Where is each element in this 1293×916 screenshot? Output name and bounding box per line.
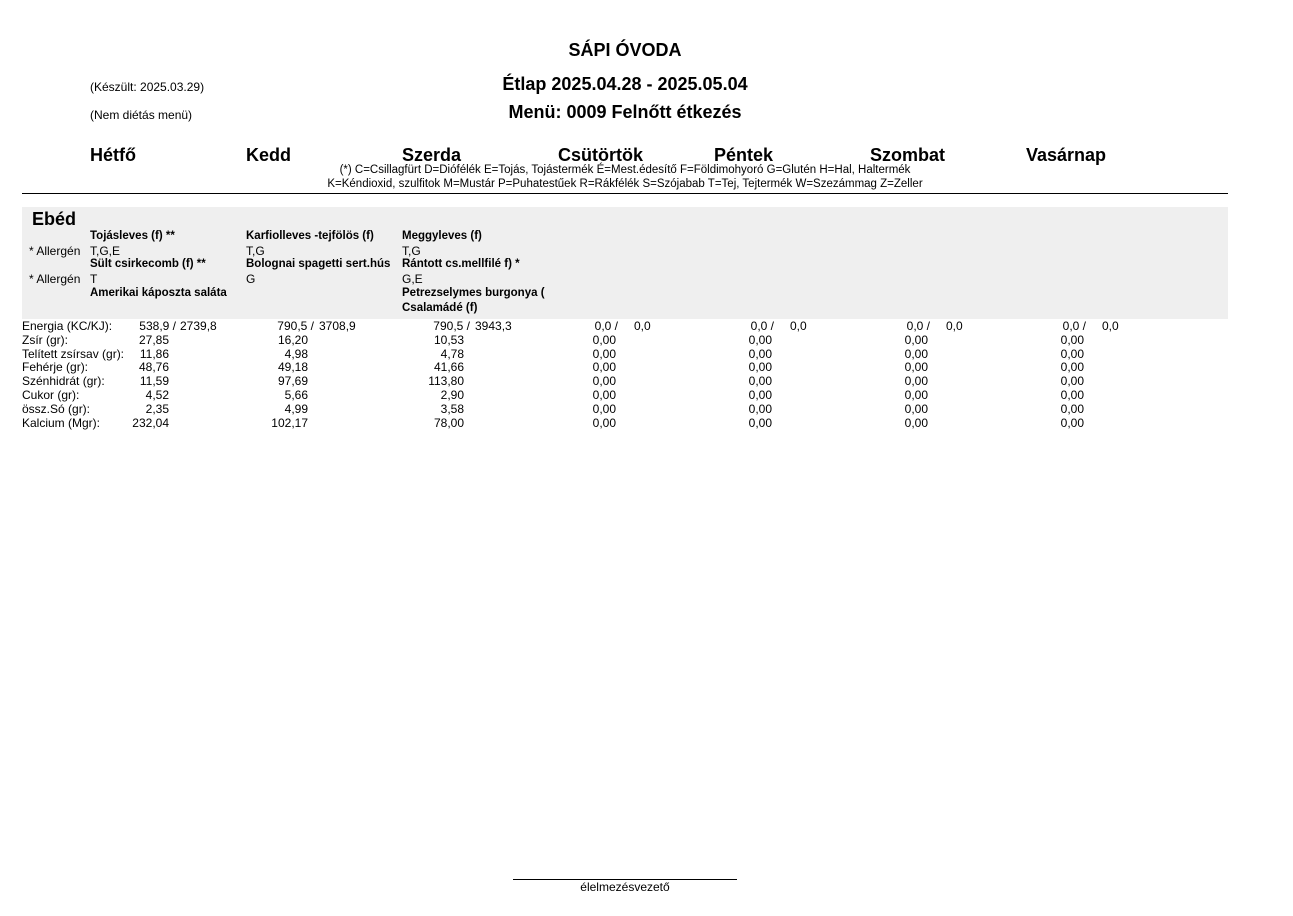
nutrition-protein-monday: 48,76	[138, 360, 169, 374]
energy-kc-monday: 538,9 /	[139, 319, 176, 333]
nutrition-carbohydrate-saturday: 0,00	[904, 374, 928, 388]
nutrition-fat-wednesday: 10,53	[433, 333, 464, 347]
nutrition-fat-thursday: 0,00	[592, 333, 616, 347]
nutrition-label-salt: össz.Só (gr):	[22, 402, 91, 416]
energy-kc-thursday: 0,0 /	[594, 319, 618, 333]
nutrition-sugar-thursday: 0,00	[592, 388, 616, 402]
nutrition-carbohydrate-sunday: 0,00	[1060, 374, 1084, 388]
nutrition-saturated-fat-monday: 11,86	[139, 347, 169, 361]
nutrition-saturated-fat-saturday: 0,00	[904, 347, 928, 361]
nutrition-salt-wednesday: 3,58	[440, 402, 464, 416]
nutrition-saturated-fat-friday: 0,00	[748, 347, 772, 361]
day-header-saturday: Szombat	[870, 145, 946, 165]
nutrition-fat-tuesday: 16,20	[277, 333, 308, 347]
signature-label: élelmezésvezető	[580, 880, 670, 894]
nutrition-fat-saturday: 0,00	[904, 333, 928, 347]
nutrition-protein-thursday: 0,00	[592, 360, 616, 374]
nutrition-carbohydrate-monday: 11,59	[139, 374, 169, 388]
allergen-label: * Allergén	[29, 272, 81, 286]
dish-allergens-wednesday-1: T,G	[402, 244, 421, 258]
nutrition-calcium-thursday: 0,00	[592, 416, 616, 430]
menu-period: Étlap 2025.04.28 - 2025.05.04	[502, 74, 748, 94]
energy-kc-friday: 0,0 /	[750, 319, 774, 333]
nutrition-protein-wednesday: 41,66	[433, 360, 464, 374]
nutrition-label-fat: Zsír (gr):	[22, 333, 68, 347]
nutrition-fat-friday: 0,00	[748, 333, 772, 347]
nutrition-salt-friday: 0,00	[748, 402, 772, 416]
menu-name: Menü: 0009 Felnőtt étkezés	[508, 102, 742, 122]
dish-soup-wednesday: Meggyleves (f)	[402, 230, 482, 242]
nutrition-carbohydrate-friday: 0,00	[748, 374, 772, 388]
nutrition-fat-sunday: 0,00	[1060, 333, 1084, 347]
dish-main-monday: Sült csirkecomb (f) **	[90, 258, 206, 270]
energy-kc-sunday: 0,0 /	[1062, 319, 1086, 333]
nutrition-label-calcium: Kalcium (Mgr):	[22, 416, 101, 430]
nutrition-fat-monday: 27,85	[138, 333, 169, 347]
nutrition-protein-sunday: 0,00	[1060, 360, 1084, 374]
allergen-legend-line2: K=Kéndioxid, szulfitok M=Mustár P=Puhatestűek R=Rákfélék S=Szójabab T=Tej, Tejtermék W=Szezámmag Z=Zeller	[327, 178, 923, 190]
nutrition-calcium-tuesday: 102,17	[271, 416, 308, 430]
energy-kc-wednesday: 790,5 /	[433, 319, 470, 333]
dish-allergens-tuesday-2: G	[246, 272, 256, 286]
dish-allergens-wednesday-2: G,E	[402, 272, 423, 286]
nutrition-label-energy: Energia (KC/KJ):	[22, 319, 113, 333]
energy-kj-saturday: 0,0	[946, 319, 963, 333]
nutrition-calcium-monday: 232,04	[132, 416, 169, 430]
day-header-wednesday: Szerda	[402, 145, 462, 165]
nutrition-salt-sunday: 0,00	[1060, 402, 1084, 416]
nutrition-calcium-friday: 0,00	[748, 416, 772, 430]
nutrition-calcium-saturday: 0,00	[904, 416, 928, 430]
allergen-legend-line1: (*) C=Csillagfürt D=Diófélék E=Tojás, Tojástermék É=Mest.édesítő F=Földimohyoró G=Glutén H=Hal, Haltermék	[339, 164, 911, 176]
dish-allergens-monday-1: T,G,E	[90, 244, 121, 258]
nutrition-saturated-fat-wednesday: 4,78	[440, 347, 464, 361]
energy-kj-friday: 0,0	[790, 319, 807, 333]
nutrition-salt-tuesday: 4,99	[284, 402, 308, 416]
nutrition-salt-monday: 2,35	[145, 402, 169, 416]
nutrition-protein-saturday: 0,00	[904, 360, 928, 374]
nutrition-carbohydrate-thursday: 0,00	[592, 374, 616, 388]
created-date: (Készült: 2025.03.29)	[90, 80, 205, 94]
nutrition-label-saturated-fat: Telített zsírsav (gr):	[22, 347, 125, 361]
nutrition-salt-thursday: 0,00	[592, 402, 616, 416]
dish-allergens-monday-2: T	[90, 272, 98, 286]
nutrition-saturated-fat-sunday: 0,00	[1060, 347, 1084, 361]
nutrition-sugar-monday: 4,52	[145, 388, 169, 402]
dish-soup-tuesday: Karfiolleves -tejfölös (f)	[246, 230, 374, 242]
energy-kc-saturday: 0,0 /	[906, 319, 930, 333]
dish-salad-wednesday: Csalamádé (f)	[402, 302, 478, 314]
day-header-tuesday: Kedd	[246, 145, 291, 165]
nutrition-protein-tuesday: 49,18	[277, 360, 308, 374]
energy-kj-sunday: 0,0	[1102, 319, 1119, 333]
nutrition-protein-friday: 0,00	[748, 360, 772, 374]
day-header-sunday: Vasárnap	[1026, 145, 1107, 165]
nutrition-salt-saturday: 0,00	[904, 402, 928, 416]
diet-note: (Nem diétás menü)	[90, 108, 193, 122]
nutrition-sugar-sunday: 0,00	[1060, 388, 1084, 402]
day-header-monday: Hétfő	[90, 145, 136, 165]
nutrition-calcium-wednesday: 78,00	[433, 416, 464, 430]
dish-main-wednesday: Rántott cs.mellfilé f) *	[402, 258, 520, 270]
energy-kj-monday: 2739,8	[180, 319, 217, 333]
energy-kc-tuesday: 790,5 /	[277, 319, 314, 333]
energy-kj-wednesday: 3943,3	[475, 319, 512, 333]
dish-soup-monday: Tojásleves (f) **	[90, 230, 175, 242]
nutrition-calcium-sunday: 0,00	[1060, 416, 1084, 430]
nutrition-sugar-wednesday: 2,90	[440, 388, 464, 402]
nutrition-label-sugar: Cukor (gr):	[22, 388, 80, 402]
allergen-label: * Allergén	[29, 244, 81, 258]
nutrition-label-protein: Fehérje (gr):	[22, 360, 89, 374]
header-divider	[22, 193, 1228, 194]
institution-title: SÁPI ÓVODA	[568, 40, 682, 60]
section-title: Ebéd	[32, 209, 77, 229]
day-header-thursday: Csütörtök	[558, 145, 643, 165]
nutrition-saturated-fat-thursday: 0,00	[592, 347, 616, 361]
nutrition-carbohydrate-tuesday: 97,69	[277, 374, 308, 388]
nutrition-label-carbohydrate: Szénhidrát (gr):	[22, 374, 105, 388]
dish-main-tuesday: Bolognai spagetti sert.hús	[246, 258, 391, 270]
nutrition-carbohydrate-wednesday: 113,80	[428, 374, 464, 388]
dish-side-wednesday: Petrezselymes burgonya (	[402, 287, 545, 299]
energy-kj-thursday: 0,0	[634, 319, 651, 333]
nutrition-sugar-friday: 0,00	[748, 388, 772, 402]
energy-kj-tuesday: 3708,9	[319, 319, 356, 333]
day-header-friday: Péntek	[714, 145, 774, 165]
dish-side-monday: Amerikai káposzta saláta	[90, 287, 227, 299]
nutrition-sugar-saturday: 0,00	[904, 388, 928, 402]
dish-allergens-tuesday-1: T,G	[246, 244, 265, 258]
nutrition-saturated-fat-tuesday: 4,98	[284, 347, 308, 361]
nutrition-sugar-tuesday: 5,66	[284, 388, 308, 402]
